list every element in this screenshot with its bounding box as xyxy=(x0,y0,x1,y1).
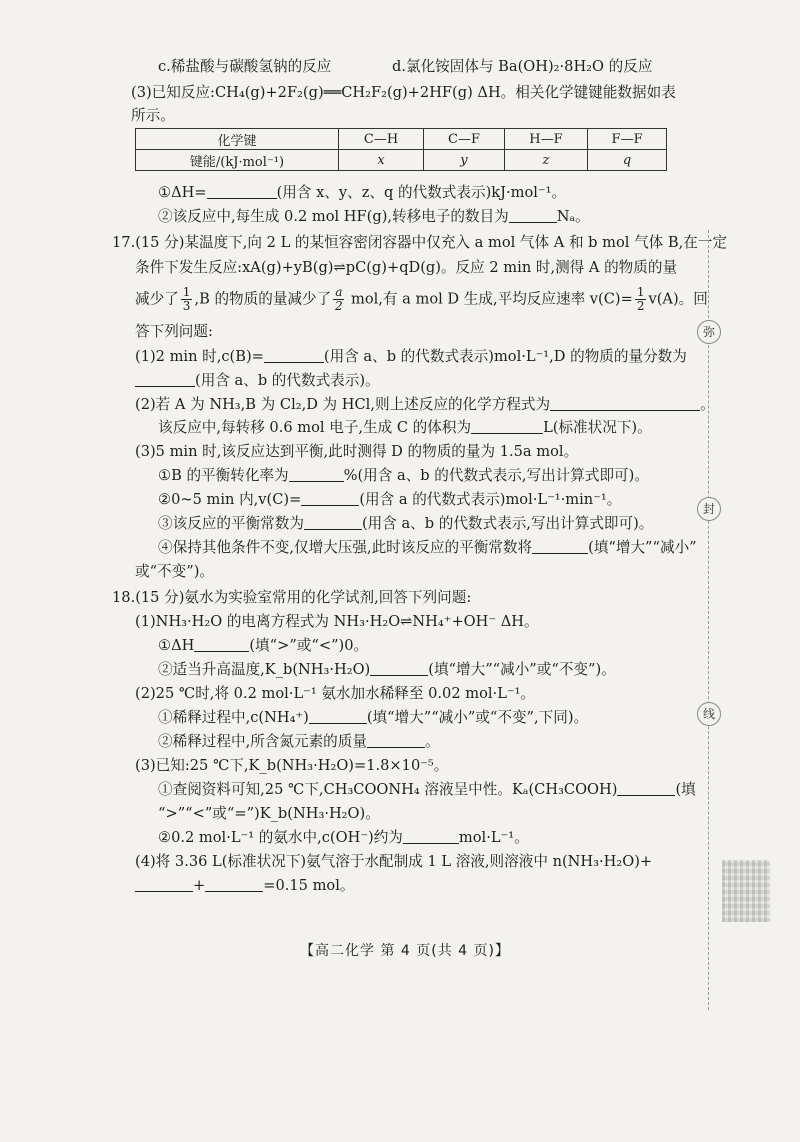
answer-blank[interactable] xyxy=(509,208,557,223)
q18-text: ①查阅资料可知,25 ℃下,CH₃COONH₄ 溶液呈中性。Kₐ(CH₃COOH) xyxy=(158,781,618,798)
answer-blank[interactable] xyxy=(532,539,588,554)
table-cell: z xyxy=(504,150,587,171)
q17-text: 该反应中,每转移 0.6 mol 电子,生成 C 的体积为 xyxy=(158,419,472,436)
q18-text: mol·L⁻¹。 xyxy=(458,829,529,846)
q17-part3-sub2 xyxy=(158,491,621,509)
seal-label: 封 xyxy=(697,497,721,521)
q18-text: ②适当升高温度,K_b(NH₃·H₂O) xyxy=(158,661,371,678)
fraction-numerator: 1 xyxy=(182,285,191,299)
answer-blank[interactable] xyxy=(207,184,277,199)
q18-text: (填“增大”“减小”或“不变”)。 xyxy=(428,661,616,678)
table-row xyxy=(136,129,667,150)
answer-blank[interactable] xyxy=(370,661,428,676)
q18-text: ①稀释过程中,c(NH₄⁺) xyxy=(158,709,309,726)
q18-line1: 18.(15 分)氨水为实验室常用的化学试剂,回答下列问题: xyxy=(112,589,472,606)
table-cell: C—F xyxy=(424,129,505,150)
answer-blank[interactable] xyxy=(301,491,359,506)
q17-text: mol,有 a mol D 生成,平均反应速率 v(C)= xyxy=(346,290,633,308)
q17-text: ,B 的物质的量减少了 xyxy=(194,290,332,308)
q18-text: =0.15 mol。 xyxy=(263,877,355,894)
fraction xyxy=(333,286,344,313)
q18-part2: (2)25 ℃时,将 0.2 mol·L⁻¹ 氨水加水稀释至 0.02 mol·L⁻¹。 xyxy=(135,685,536,702)
q16-sub2-text: ②该反应中,每生成 0.2 mol HF(g),转移电子的数目为 xyxy=(158,208,509,225)
option-d: d.氯化铵固体与 Ba(OH)₂·8H₂O 的反应 xyxy=(392,58,653,75)
q17-text: ③该反应的平衡常数为 xyxy=(158,515,304,532)
answer-blank[interactable] xyxy=(264,348,324,363)
q17-text: (1)2 min 时,c(B)= xyxy=(135,348,264,365)
fraction xyxy=(181,286,193,313)
fraction-denominator: 2 xyxy=(636,299,645,313)
q17-part3-sub4 xyxy=(158,539,697,557)
q17-text: (用含 a 的代数式表示)mol·L⁻¹·min⁻¹。 xyxy=(359,491,622,508)
q18-text: (填“增大”“减小”或“不变”,下同)。 xyxy=(366,709,589,726)
q18-part1: (1)NH₃·H₂O 的电离方程式为 NH₃·H₂O⇌NH₄⁺+OH⁻ ΔH。 xyxy=(135,613,539,630)
q17-text: (用含 a、b 的代数式表示,写出计算式即可)。 xyxy=(361,515,654,532)
qr-code-icon xyxy=(722,860,770,922)
answer-blank[interactable] xyxy=(367,733,425,748)
q18-part3-sub1-cont: “>”“<”或“=”)K_b(NH₃·H₂O)。 xyxy=(158,805,380,822)
table-cell: H—F xyxy=(504,129,587,150)
q18-part3-sub1 xyxy=(158,781,696,799)
q17-part3-sub1 xyxy=(158,467,649,485)
q18-text: (填“>”或“<”)0。 xyxy=(249,637,369,654)
table-cell: 化学键 xyxy=(136,129,339,150)
fraction-denominator: 2 xyxy=(334,299,343,313)
answer-blank[interactable] xyxy=(289,467,344,482)
q18-text: ②0.2 mol·L⁻¹ 的氨水中,c(OH⁻)约为 xyxy=(158,829,403,846)
q16-sub1-text: (用含 x、y、z、q 的代数式表示)kJ·mol⁻¹。 xyxy=(276,184,567,201)
binding-line xyxy=(708,230,709,1010)
q17-line4: 答下列问题: xyxy=(135,323,213,340)
q16-sub1 xyxy=(158,184,566,202)
q17-part3-sub4-cont: 或“不变”)。 xyxy=(135,563,214,580)
q17-text: %(用含 a、b 的代数式表示,写出计算式即可)。 xyxy=(343,467,649,484)
q18-part4: (4)将 3.36 L(标准状况下)氨气溶于水配制成 1 L 溶液,则溶液中 n(NH₃·H₂O)+ xyxy=(135,853,653,870)
q16-part3-intro-cont: 所示。 xyxy=(131,107,175,124)
table-cell: y xyxy=(424,150,505,171)
q17-text: 。 xyxy=(700,396,715,413)
fraction-numerator: a xyxy=(335,285,343,299)
answer-blank[interactable] xyxy=(304,515,362,530)
q17-text: (填“增大”“减小” xyxy=(588,539,697,556)
q17-text: (用含 a、b 的代数式表示)。 xyxy=(195,372,380,389)
q16-sub2-text: Nₐ。 xyxy=(556,208,590,225)
q17-part1-cont xyxy=(135,372,380,390)
table-cell: F—F xyxy=(588,129,667,150)
answer-blank[interactable] xyxy=(194,637,249,652)
q17-part2 xyxy=(135,396,715,414)
q18-part4-cont xyxy=(135,877,354,895)
q17-part3: (3)5 min 时,该反应达到平衡,此时测得 D 的物质的量为 1.5a mol。 xyxy=(135,443,579,460)
q17-part1 xyxy=(135,348,687,366)
q17-text: 减少了 xyxy=(135,290,179,308)
q16-part3-intro: (3)已知反应:CH₄(g)+2F₂(g)══CH₂F₂(g)+2HF(g) ΔH。相关化学键键能数据如表 xyxy=(131,84,676,101)
q17-text: v(A)。回 xyxy=(648,290,708,308)
table-row xyxy=(136,150,667,171)
q16-sub2 xyxy=(158,208,590,226)
answer-blank[interactable] xyxy=(205,877,263,892)
q17-line3 xyxy=(135,286,708,313)
q18-part3-sub2 xyxy=(158,829,529,847)
table-cell: C—H xyxy=(338,129,423,150)
q17-part2-cont xyxy=(158,419,652,437)
q18-text: (填 xyxy=(675,781,696,798)
option-c: c.稀盐酸与碳酸氢钠的反应 xyxy=(158,58,332,75)
q18-part2-sub2 xyxy=(158,733,440,751)
table-cell: q xyxy=(588,150,667,171)
answer-blank[interactable] xyxy=(135,877,193,892)
q18-part3: (3)已知:25 ℃下,K_b(NH₃·H₂O)=1.8×10⁻⁵。 xyxy=(135,757,449,774)
q17-text: (用含 a、b 的代数式表示)mol·L⁻¹,D 的物质的量分数为 xyxy=(323,348,687,365)
seal-label: 弥 xyxy=(697,320,721,344)
fraction-numerator: 1 xyxy=(636,285,645,299)
q17-text: ②0~5 min 内,v(C)= xyxy=(158,491,302,508)
bond-energy-table xyxy=(135,128,667,171)
q18-text: + xyxy=(193,877,206,894)
answer-blank[interactable] xyxy=(309,709,367,724)
q18-part2-sub1 xyxy=(158,709,588,727)
q17-line2: 条件下发生反应:xA(g)+yB(g)⇌pC(g)+qD(g)。反应 2 min 时,测得 A 的物质的量 xyxy=(135,259,678,276)
q18-part1-sub1 xyxy=(158,637,368,655)
table-cell: x xyxy=(338,150,423,171)
q17-part3-sub3 xyxy=(158,515,653,533)
fraction-denominator: 3 xyxy=(182,299,191,313)
answer-blank[interactable] xyxy=(403,829,459,844)
table-cell: 键能/(kJ·mol⁻¹) xyxy=(136,150,339,171)
q18-text: 。 xyxy=(424,733,440,750)
answer-blank[interactable] xyxy=(471,419,543,434)
answer-blank[interactable] xyxy=(617,781,675,796)
q18-text: ①ΔH xyxy=(158,637,195,654)
q16-sub1-text: ①ΔH= xyxy=(158,184,207,201)
q17-text: ④保持其他条件不变,仅增大压强,此时该反应的平衡常数将 xyxy=(158,539,533,556)
q18-text: ②稀释过程中,所含氮元素的质量 xyxy=(158,733,367,750)
seal-label: 线 xyxy=(697,702,721,726)
q17-text: (2)若 A 为 NH₃,B 为 Cl₂,D 为 HCl,则上述反应的化学方程式为 xyxy=(135,396,551,413)
q18-part1-sub2 xyxy=(158,661,616,679)
answer-blank[interactable] xyxy=(550,396,700,411)
q17-text: L(标准状况下)。 xyxy=(543,419,652,436)
q17-text: ①B 的平衡转化率为 xyxy=(158,467,289,484)
fraction xyxy=(635,286,647,313)
page-footer: 【高二化学 第 4 页(共 4 页)】 xyxy=(300,943,510,959)
q17-line1: 17.(15 分)某温度下,向 2 L 的某恒容密闭容器中仅充入 a mol 气体 A 和 b mol 气体 B,在一定 xyxy=(112,234,728,251)
answer-blank[interactable] xyxy=(135,372,195,387)
